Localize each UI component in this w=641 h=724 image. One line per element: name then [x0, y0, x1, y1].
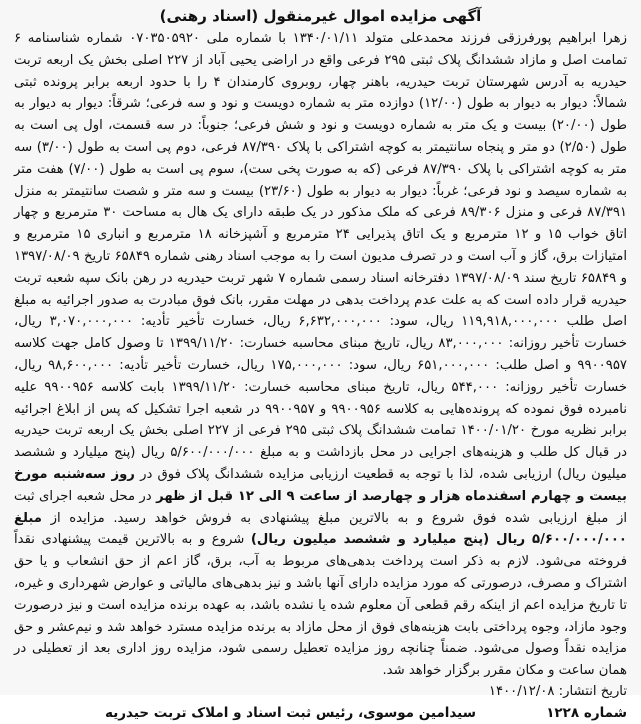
- starting-price: مبلغ ۵/۶۰۰/۰۰۰/۰۰۰ ریال (پنج میلیارد و ششصد میلیون ریال): [14, 510, 627, 548]
- publish-date: تاریخ انتشار: ۱۴۰۰/۱۲/۰۸: [488, 683, 627, 699]
- auction-time: روز سه‌شنبه مورخ بیست و چهارم اسفندماه هزار و چهارصد از ساعت ۹ الی ۱۲ قبل از ظهر: [14, 466, 627, 504]
- notice-title: آگهی مزایده اموال غیرمنقول (اسناد رهنی): [159, 7, 482, 25]
- notice-footer: [14, 702, 627, 724]
- notice-number: شماره ۱۲۲۸: [546, 704, 627, 721]
- notice-body: [14, 28, 627, 682]
- notice-paragraph-2: در محل شعبه اجرای ثبت از مبلغ ارزیابی شده فوق شروع و به بالاترین مبلغ پیشنهادی به فروش خواهد رسید. مزایده از: [14, 488, 627, 526]
- signature: سیدامین موسوی، رئیس ثبت اسناد و املاک تربت حیدریه: [105, 704, 476, 721]
- notice-paragraph-1: زهرا ابراهیم پورفرزقی فرزند محمدعلی متولد ۱۳۴۰/۰۱/۱۱ با شماره ملی ۰۷۰۳۵۰۵۹۲۰ شماره شناسنامه ۶ تمامت اصل و مازاد ششدانگ پلاک ثبتی ۲۹۵ فرعی واقع در اراضی یحیی آباد از ۲۲۷ اصلی بخش یک اربعه تربت حیدریه به آدرس شهرستان تربت حیدریه، باهنر چهار، روبروی کارمندان ۴ را با حدود اربعه برابر پرونده ثبتی شمالاً: دیوار به دیوار به طول (۱۲/۰۰) دوازده متر به شماره دویست و نود و سه فرعی؛ شرقاً: دیوار به دیوار به طول (۲۰/۰۰) بیست و یک متر به شماره دویست و نود و شش فرعی؛ جنوباً: در سه قسمت، اول پی است به طول (۲/۵۰) دو متر و پنجاه سانتیمتر به کوچه اشتراکی با پلاک ۸۷/۳۹۰ فرعی، دوم پی است به طول (۳/۰۰) سه متر به کوچه اشتراکی با پلاک ۸۷/۳۹۰ فرعی (که به صورت پخی ست)، سوم پی است به طول (۷/۰۰) هفت متر به شماره سیصد و نود فرعی؛ غرباً: دیوار به دیوار به طول (۲۳/۶۰) بیست و سه متر و شصت سانتیمتر به منزل ۸۷/۳۹۱ فرعی و منزل ۸۹/۳۰۶ فرعی که ملک مذکور در یک طبقه دارای یک هال به مساحت ۳۰ مترمربع و چهار اتاق خواب ۱۵ و ۱۲ مترمربع و یک اتاق پذیرایی ۲۴ مترمربع و آشپزخانه ۱۸ مترمربع و انباری ۱۵ مترمربع و امتیازات برق، گاز و آب است و در تصرف مدیون است را به موجب اسناد رهنی شماره ۶۵۸۴۹ تاریخ ۱۳۹۷/۰۸/۰۹ و ۶۵۸۴۹ تاریخ سند ۱۳۹۷/۰۸/۰۹ دفترخانه اسناد رسمی شماره ۷ شهر تربت حیدریه در رهن بانک سپه شعبه تربت حیدریه قرار داده است که به علت عدم پرداخت بدهی در مهلت مقرر، بانک فوق مبادرت به صدور اجرائیه به مبلغ اصل طلب ۱۱۹,۹۱۸,۰۰۰,۰۰۰ ریال، سود: ۶,۶۳۲,۰۰۰,۰۰۰ ریال، خسارت تأخیر تأدیه: ۳,۰۷۰,۰۰۰,۰۰۰ ریال، خسارت تأخیر روزانه: ۸۳,۰۰۰,۰۰۰ ریال، تاریخ مبنای محاسبه خسارت: ۱۳۹۹/۱۱/۲۰ تا وصول کامل جهت کلاسه ۹۹۰۰۹۵۷ و اصل طلب: ۶۵۱,۰۰۰,۰۰۰ ریال، سود: ۱۷۵,۰۰۰,۰۰۰ ریال، خسارت تأخیر تأدیه: ۹۸,۶۰۰,۰۰۰ ریال، خسارت تأخیر روزانه: ۵۴۴,۰۰۰ ریال، تاریخ مبنای محاسبه خسارت: ۱۳۹۹/۱۱/۲۰ بابت کلاسه ۹۹۰۰۹۵۶ علیه نامبرده فوق نموده که پرونده‌هایی به کلاسه ۹۹۰۰۹۵۶ و ۹۹۰۰۹۵۷ در شعبه اجرا تشکیل که پس از ابلاغ اجرائیه برابر نظریه مورخ ۱۴۰۰/۰۱/۲۰ تمامت ششدانگ پلاک ثبتی ۲۹۵ فرعی از ۲۲۷ اصلی بخش یک اربعه تربت حیدریه در قبال کل طلب و هزینه‌های اجرایی در محل بازداشت و به مبلغ ۵/۶۰۰/۰۰۰/۰۰۰ ریال (پنج میلیارد و ششصد میلیون ریال) ارزیابی شده، لذا با توجه به قطعیت ارزیابی مزایده ششدانگ پلاک فوق در: [14, 31, 628, 482]
- notice-paragraph-3: شروع و به بالاترین قیمت پیشنهادی نقداً فروخته می‌شود. لازم به ذکر است پرداخت بدهی‌های مربوط به آب، برق، گاز اعم از حق انشعاب و یا حق اشتراک و مصرف، درصورتی که مورد مزایده دارای آنها باشد و نیز بدهی‌های مالیاتی و عوارض شهرداری و غیره، تا تاریخ مزایده اعم از اینکه رقم قطعی آن معلوم شده یا نشده باشد، به عهده برنده مزایده است و نیز درصورت وجود مازاد، وجوه پرداختی بابت هزینه‌های فوق از محل مازاد به برنده مزایده مسترد خواهد شد و نیم‌عشر و حق مزایده نقداً وصول می‌شود. ضمناً چنانچه روز مزایده تعطیل رسمی شود، مزایده روز اداری بعد از تعطیلی در همان ساعت و مکان مقرر برگزار خواهد شد.: [14, 532, 627, 679]
